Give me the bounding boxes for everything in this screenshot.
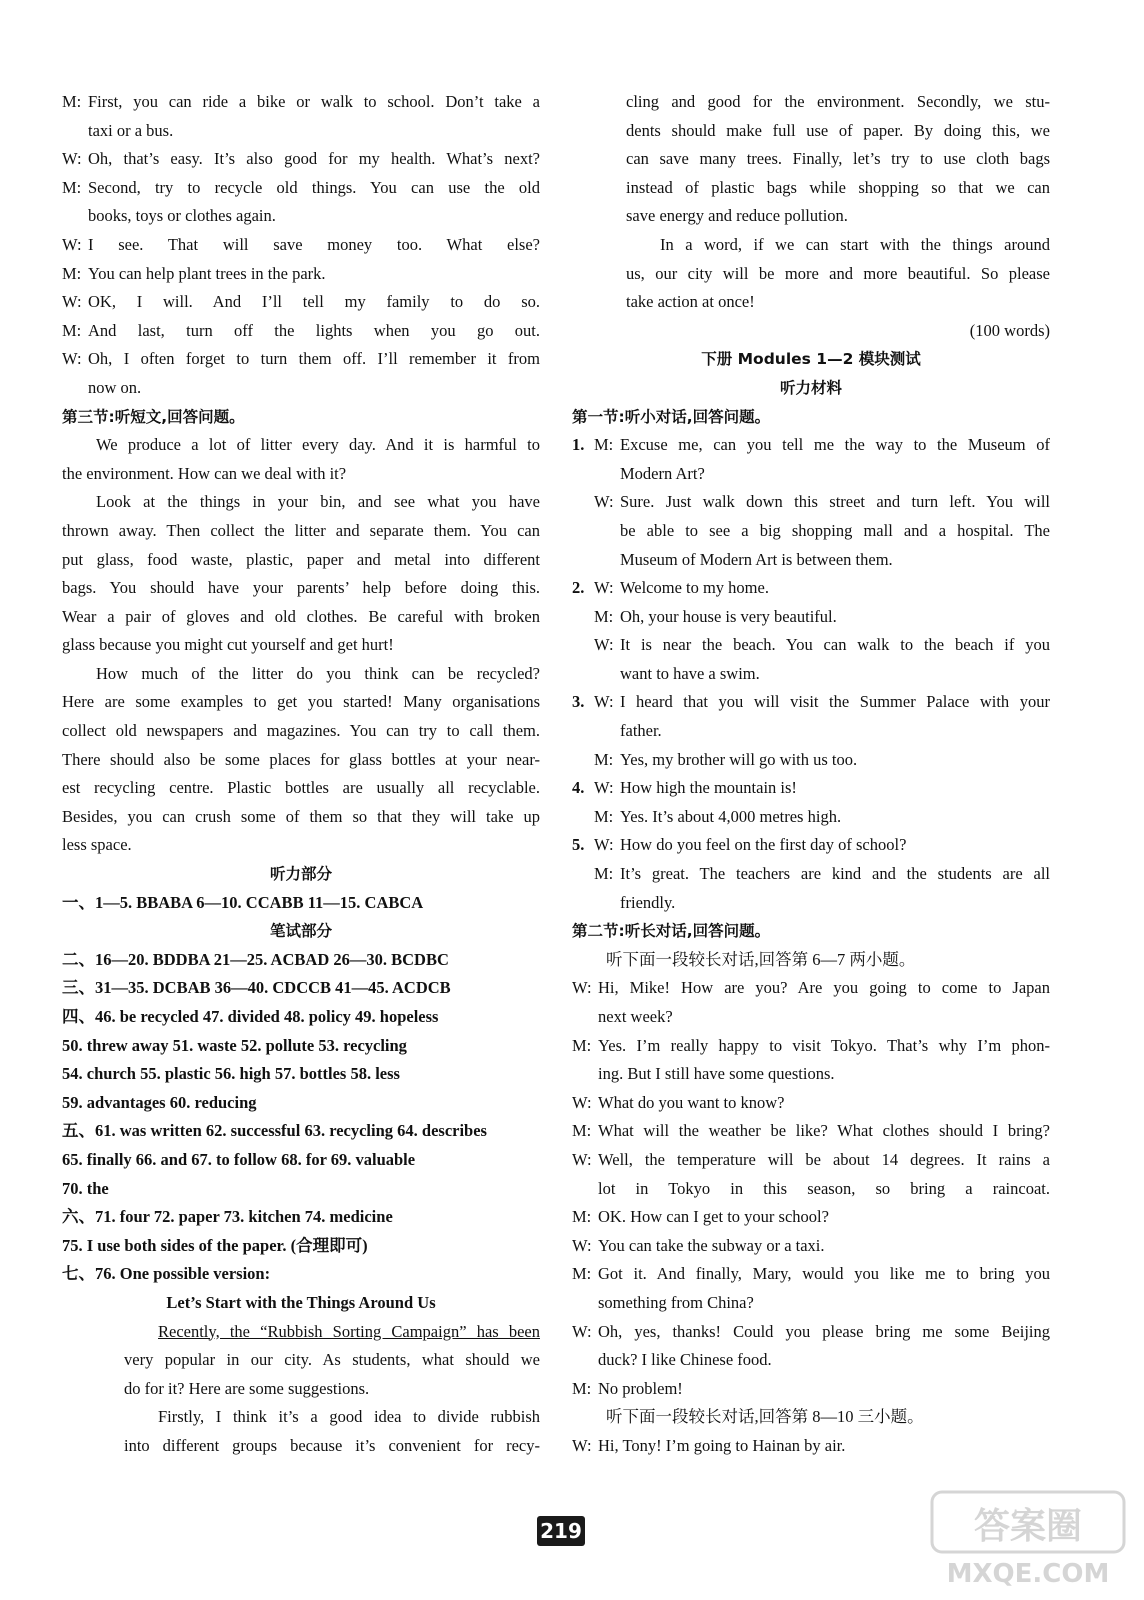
essay-line: cling and good for the environment. Secondly, we stu-	[626, 92, 1050, 111]
written-title: 笔试部分	[269, 922, 332, 941]
dialogue-text: father.	[620, 721, 662, 741]
dialogue-line	[572, 603, 1050, 632]
speaker-label: W:	[594, 635, 614, 655]
speaker-label: W:	[62, 292, 82, 312]
dialogue-text: Oh, yes, thanks! Could you please bring me some Beijing	[598, 1321, 1050, 1341]
speaker-label: M:	[572, 1207, 592, 1227]
item-number	[572, 631, 594, 660]
answer-line: 75. I use both sides of the paper. (合理即可)	[62, 1235, 368, 1255]
dialogue-line	[62, 345, 540, 374]
speaker-label: W:	[594, 492, 614, 512]
dialogue-line	[572, 1203, 1050, 1232]
answer-line: 70. the	[62, 1178, 109, 1198]
dialogue-text: next week?	[598, 1007, 673, 1026]
answer-line: 59. advantages 60. reducing	[62, 1092, 257, 1112]
speaker-label: W:	[572, 1092, 592, 1112]
dialogue-line	[572, 1060, 1050, 1089]
dialogue-text: What will the weather be like? What clothes should I bring?	[598, 1121, 1050, 1141]
dialogue-line	[572, 1375, 1050, 1404]
passage-line: collect old newspapers and magazines. You can try to call them.	[62, 721, 540, 741]
dialogue-text: now on.	[88, 377, 142, 397]
answer-line: 七、76. One possible version:	[62, 1264, 271, 1284]
dialogue-text: Oh, that’s easy. It’s also good for my health. What’s next?	[88, 149, 540, 169]
speaker-label: M:	[594, 435, 614, 455]
essay-line: Firstly, I think it’s a good idea to divide rubbish	[158, 1407, 540, 1427]
dialogue-text: OK, I will. And I’ll tell my family to do so.	[88, 292, 540, 312]
answer-line: 六、71. four 72. paper 73. kitchen 74. medicine	[62, 1207, 393, 1227]
dialogue-line	[572, 631, 1050, 660]
item-number	[572, 517, 594, 546]
passage-line: We produce a lot of litter every day. And it is harmful to	[96, 435, 540, 455]
speaker-label	[572, 1003, 598, 1032]
dialogue-text: Sure. Just walk down this street and turn left. You will	[620, 492, 1050, 512]
speaker-label: W:	[572, 1235, 592, 1255]
dialogue-line	[572, 1346, 1050, 1375]
item-number: 4.	[572, 778, 585, 798]
speaker-label: M:	[572, 1121, 592, 1141]
dialogue-line	[572, 1032, 1050, 1061]
dialogue-line	[572, 688, 1050, 717]
dialogue-text: friendly.	[620, 892, 676, 912]
dialogue-text: What do you want to know?	[598, 1092, 785, 1112]
dialogue-text: And last, turn off the lights when you go out.	[88, 320, 540, 340]
essay-line: can save many trees. Finally, let’s try to use cloth bags	[626, 149, 1050, 169]
speaker-label: M:	[62, 263, 82, 283]
dialogue-line	[572, 660, 1050, 689]
dialogue-line	[62, 317, 540, 346]
section-heading: 第二节:听长对话,回答问题。	[572, 922, 771, 941]
essay-line: Recently, the “Rubbish Sorting Campaign” has been	[158, 1321, 540, 1341]
dialogue-line	[62, 288, 540, 317]
dialogue-line	[572, 974, 1050, 1003]
dialogue-text: Yes. I’m really happy to visit Tokyo. That’s why I’m phon-	[598, 1035, 1050, 1055]
speaker-label	[572, 1175, 598, 1204]
dialogue-line	[62, 260, 540, 289]
dialogue-line	[572, 860, 1050, 889]
dialogue-text: lot in Tokyo in this season, so bring a raincoat.	[598, 1178, 1050, 1198]
speaker-label: M:	[62, 320, 82, 340]
item-number	[572, 660, 594, 689]
speaker-label	[62, 374, 88, 403]
dialogue-text: want to have a swim.	[620, 663, 760, 683]
dialogue-text: Hi, Tony! I’m going to Hainan by air.	[598, 1435, 846, 1455]
speaker-label: W:	[572, 1321, 592, 1341]
dialogue-line	[62, 117, 540, 146]
dialogue-text: You can take the subway or a taxi.	[598, 1235, 825, 1255]
svg-text:MXQE.COM: MXQE.COM	[946, 1559, 1110, 1589]
dialogue-text: First, you can ride a bike or walk to school. Don’t take a	[88, 92, 540, 111]
speaker-label: W:	[62, 349, 82, 369]
speaker-label: M:	[572, 1035, 592, 1055]
passage-line: the environment. How can we deal with it?	[62, 463, 347, 483]
essay-title: Let’s Start with the Things Around Us	[166, 1292, 436, 1312]
item-number: 5.	[572, 835, 585, 855]
answer-line: 一、1—5. BBABA 6—10. CCABB 11—15. CABCA	[62, 892, 424, 912]
dialogue-text: Got it. And finally, Mary, would you like me to bring you	[598, 1264, 1050, 1284]
speaker-label	[62, 202, 88, 231]
dialogue-text: You can help plant trees in the park.	[88, 263, 326, 283]
answer-line: 54. church 55. plastic 56. high 57. bottles 58. less	[62, 1064, 400, 1084]
dialogue-text: Yes. It’s about 4,000 metres high.	[620, 806, 842, 826]
speaker-label: M:	[62, 177, 82, 197]
speaker-label: W:	[594, 578, 614, 598]
speaker-label: M:	[572, 1378, 592, 1398]
passage-line: est recycling centre. Plastic bottles are usually all recyclable.	[62, 778, 540, 798]
speaker-label: W:	[62, 149, 82, 169]
dialogue-line	[62, 174, 540, 203]
dialogue-line	[572, 460, 1050, 489]
dialogue-line	[572, 889, 1050, 918]
test-title: 下册 Modules 1—2 模块测试	[701, 350, 921, 369]
instruction: 听下面一段较长对话,回答第 6—7 两小题。	[606, 949, 916, 969]
dialogue-text: Well, the temperature will be about 14 degrees. It rains a	[598, 1149, 1050, 1169]
dialogue-line	[572, 1232, 1050, 1261]
answer-line: 65. finally 66. and 67. to follow 68. for 69. valuable	[62, 1149, 416, 1169]
essay-line: save energy and reduce pollution.	[626, 206, 848, 226]
speaker-label: W:	[594, 778, 614, 798]
dialogue-text: ing. But I still have some questions.	[598, 1064, 835, 1084]
essay-line: do for it? Here are some suggestions.	[124, 1378, 370, 1398]
dialogue-text: Museum of Modern Art is between them.	[620, 549, 893, 569]
dialogue-line	[572, 1089, 1050, 1118]
speaker-label	[594, 889, 620, 918]
dialogue-text: Welcome to my home.	[620, 578, 769, 598]
essay-line: very popular in our city. As students, what should we	[124, 1350, 540, 1370]
answer-line: 五、61. was written 62. successful 63. recycling 64. describes	[62, 1121, 487, 1141]
passage-line: glass because you might cut yourself and get hurt!	[62, 635, 394, 655]
dialogue-text: I see. That will save money too. What else?	[88, 234, 540, 254]
dialogue-text: It’s great. The teachers are kind and the students are all	[620, 864, 1050, 884]
dialogue-line	[62, 374, 540, 403]
dialogue-text: duck? I like Chinese food.	[598, 1350, 772, 1370]
answer-line: 50. threw away 51. waste 52. pollute 53. recycling	[62, 1035, 407, 1055]
dialogue-text: taxi or a bus.	[88, 120, 174, 140]
dialogue-text: I heard that you will visit the Summer Palace with your	[620, 692, 1050, 712]
essay-line: into different groups because it’s convenient for recy-	[124, 1435, 540, 1455]
section-heading: 第一节:听小对话,回答问题。	[572, 407, 771, 426]
speaker-label: M:	[594, 864, 614, 884]
dialogue-line	[572, 803, 1050, 832]
material-title: 听力材料	[779, 378, 842, 397]
speaker-label: W:	[62, 234, 82, 254]
dialogue-line	[572, 574, 1050, 603]
speaker-label: W:	[594, 835, 614, 855]
right-column	[572, 88, 1050, 1461]
answer-line: 三、31—35. DCBAB 36—40. CDCCB 41—45. ACDCB	[62, 978, 451, 998]
dialogue-line	[572, 1289, 1050, 1318]
word-count: (100 words)	[969, 320, 1050, 340]
dialogue-text: Oh, I often forget to turn them off. I’ll remember it from	[88, 349, 540, 369]
item-number	[572, 746, 594, 775]
speaker-label: M:	[594, 806, 614, 826]
section-heading: 第三节:听短文,回答问题。	[62, 407, 245, 426]
passage-line: thrown away. Then collect the litter and separate them. You can	[62, 520, 540, 540]
item-number	[572, 860, 594, 889]
item-number: 2.	[572, 578, 585, 598]
dialogue-line	[572, 517, 1050, 546]
item-number	[572, 717, 594, 746]
speaker-label	[594, 717, 620, 746]
speaker-label	[572, 1289, 598, 1318]
dialogue-line	[62, 231, 540, 260]
speaker-label: M:	[62, 92, 82, 111]
item-number	[572, 889, 594, 918]
watermark-logo	[928, 1486, 1128, 1590]
dialogue-text: books, toys or clothes again.	[88, 206, 276, 226]
item-number	[572, 546, 594, 575]
passage-line: Besides, you can crush some of them so that they will take up	[62, 806, 540, 826]
passage-line: Here are some examples to get you started! Many organisations	[62, 692, 540, 712]
item-number	[572, 603, 594, 632]
dialogue-line	[572, 431, 1050, 460]
speaker-label: M:	[594, 606, 614, 626]
dialogue-text: Excuse me, can you tell me the way to the Museum of	[620, 435, 1050, 455]
essay-line: instead of plastic bags while shopping so that we can	[626, 177, 1050, 197]
dialogue-text: something from China?	[598, 1292, 754, 1312]
speaker-label	[594, 660, 620, 689]
speaker-label: W:	[572, 1149, 592, 1169]
dialogue-text: Second, try to recycle old things. You can use the old	[88, 177, 540, 197]
svg-text:答案圈: 答案圈	[973, 1506, 1083, 1547]
speaker-label	[594, 517, 620, 546]
passage-line: bags. You should have your parents’ help before doing this.	[62, 578, 540, 598]
dialogue-line	[62, 145, 540, 174]
dialogue-text: How high the mountain is!	[620, 778, 797, 798]
dialogue-line	[572, 1003, 1050, 1032]
answer-line: 二、16—20. BDDBA 21—25. ACBAD 26—30. BCDBC	[62, 949, 449, 969]
dialogue-text: Modern Art?	[620, 463, 705, 483]
passage-line: less space.	[62, 835, 132, 855]
dialogue-line	[572, 831, 1050, 860]
speaker-label	[62, 117, 88, 146]
page-number: 219	[537, 1516, 585, 1546]
speaker-label: M:	[572, 1264, 592, 1284]
essay-line: dents should make full use of paper. By doing this, we	[626, 120, 1050, 140]
essay-line: take action at once!	[626, 292, 755, 312]
dialogue-line	[62, 202, 540, 231]
item-number	[572, 488, 594, 517]
speaker-label: M:	[594, 749, 614, 769]
dialogue-text: No problem!	[598, 1378, 683, 1398]
dialogue-line	[572, 746, 1050, 775]
passage-line: Wear a pair of gloves and old clothes. Be careful with broken	[62, 606, 540, 626]
dialogue-line	[572, 488, 1050, 517]
passage-line: There should also be some places for glass bottles at your near-	[62, 749, 540, 769]
dialogue-line	[572, 1432, 1050, 1461]
item-number: 1.	[572, 435, 585, 455]
speaker-label: W:	[572, 1435, 592, 1455]
dialogue-line	[572, 546, 1050, 575]
passage-line: Look at the things in your bin, and see what you have	[96, 492, 540, 512]
speaker-label	[572, 1346, 598, 1375]
dialogue-text: It is near the beach. You can walk to the beach if you	[620, 635, 1050, 655]
dialogue-line	[572, 1117, 1050, 1146]
dialogue-line	[572, 1146, 1050, 1175]
dialogue-text: How do you feel on the first day of school?	[620, 835, 907, 855]
dialogue-line	[572, 1175, 1050, 1204]
dialogue-line	[572, 1318, 1050, 1347]
left-column	[62, 88, 540, 1461]
dialogue-text: Yes, my brother will go with us too.	[620, 749, 858, 769]
speaker-label	[594, 546, 620, 575]
speaker-label	[594, 460, 620, 489]
listening-title: 听力部分	[269, 865, 332, 884]
passage-line: How much of the litter do you think can be recycled?	[96, 663, 540, 683]
item-number	[572, 460, 594, 489]
dialogue-line	[572, 774, 1050, 803]
dialogue-line	[572, 1260, 1050, 1289]
item-number: 3.	[572, 692, 585, 712]
instruction: 听下面一段较长对话,回答第 8—10 三小题。	[606, 1407, 924, 1427]
dialogue-text: Hi, Mike! How are you? Are you going to come to Japan	[598, 978, 1050, 998]
speaker-label: W:	[594, 692, 614, 712]
dialogue-line	[572, 717, 1050, 746]
dialogue-text: be able to see a big shopping mall and a hospital. The	[620, 520, 1050, 540]
passage-line: put glass, food waste, plastic, paper and metal into different	[62, 549, 540, 569]
speaker-label	[572, 1060, 598, 1089]
dialogue-text: Oh, your house is very beautiful.	[620, 606, 837, 626]
item-number	[572, 803, 594, 832]
speaker-label: W:	[572, 978, 592, 998]
dialogue-text: OK. How can I get to your school?	[598, 1207, 829, 1227]
essay-line: us, our city will be more and more beautiful. So please	[626, 263, 1050, 283]
essay-line: In a word, if we can start with the things around	[660, 234, 1050, 254]
answer-line: 四、46. be recycled 47. divided 48. policy 49. hopeless	[62, 1007, 439, 1026]
dialogue-line	[62, 88, 540, 117]
